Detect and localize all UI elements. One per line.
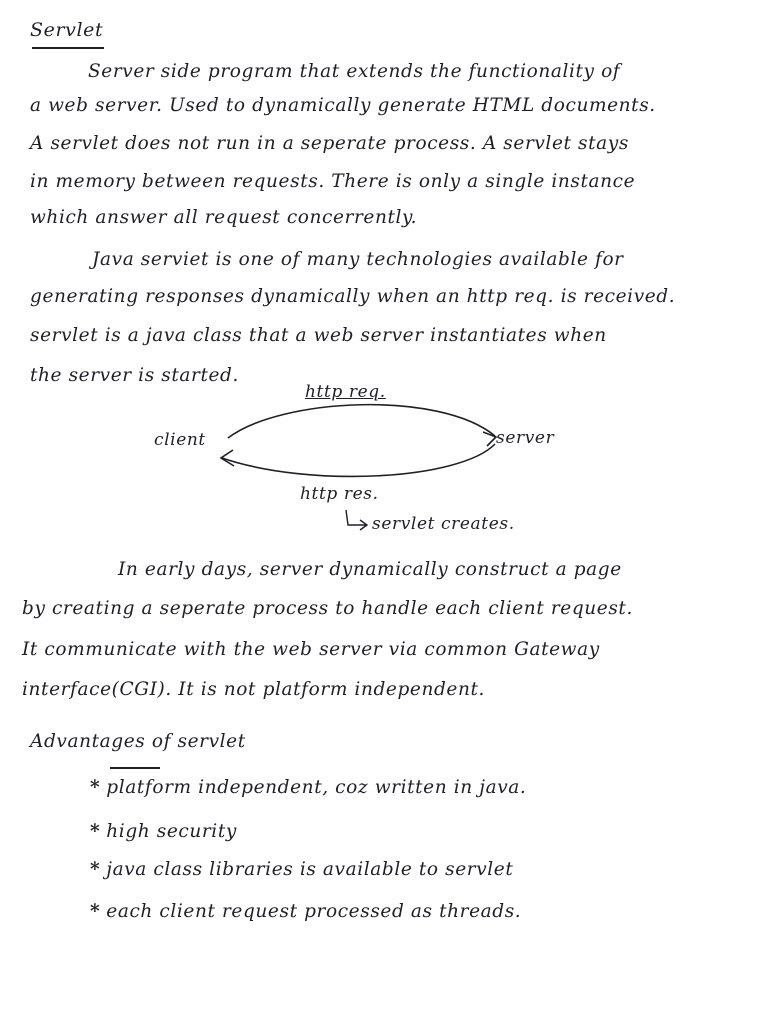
intro-line: in memory between requests. There is only a single instance [30, 171, 636, 192]
list-item [90, 820, 237, 844]
intro-line: a web server. Used to dynamically generate HTML documents. [30, 95, 656, 116]
client-server-diagram [140, 380, 590, 540]
list-item-text: each client request processed as threads. [106, 901, 522, 922]
bullet-asterisk-icon: * [90, 777, 101, 798]
bullet-asterisk-icon: * [90, 821, 101, 842]
note-arrow [346, 510, 367, 530]
server-label: server [496, 428, 555, 448]
servlet-creates-note: servlet creates. [372, 514, 515, 534]
diagram-arrows [140, 380, 590, 540]
early-line: by creating a seperate process to handle each client request. [22, 598, 633, 619]
request-arc [228, 405, 495, 438]
list-item [90, 858, 513, 882]
java-line: generating responses dynamically when an http req. is received. [30, 286, 676, 307]
early-line: It communicate with the web server via common Gateway [22, 639, 600, 660]
list-item-text: high security [106, 821, 237, 842]
title-underline [32, 47, 104, 49]
list-item [90, 776, 526, 800]
early-line: interface(CGI). It is not platform independent. [22, 679, 485, 700]
request-label: http req. [305, 382, 386, 402]
advantages-heading: Advantages of servlet [30, 731, 246, 752]
page-title: Servlet [30, 19, 104, 41]
intro-line: A servlet does not run in a seperate process. A servlet stays [30, 133, 629, 154]
list-item [90, 900, 521, 924]
list-item-text: platform independent, coz written in java. [106, 777, 527, 798]
early-line: In early days, server dynamically construct a page [118, 559, 622, 580]
java-line: Java serviet is one of many technologies available for [92, 249, 624, 270]
client-label: client [154, 430, 206, 450]
advantages-underline [110, 767, 160, 769]
response-arc [222, 444, 495, 476]
response-label: http res. [300, 484, 379, 504]
intro-line: which answer all request concerrently. [30, 207, 418, 228]
list-item-text: java class libraries is available to servlet [106, 859, 514, 880]
java-line: the server is started. [30, 365, 239, 386]
bullet-asterisk-icon: * [90, 859, 101, 880]
bullet-asterisk-icon: * [90, 901, 101, 922]
intro-line: Server side program that extends the functionality of [88, 61, 621, 82]
java-line: servlet is a java class that a web server instantiates when [30, 325, 607, 346]
